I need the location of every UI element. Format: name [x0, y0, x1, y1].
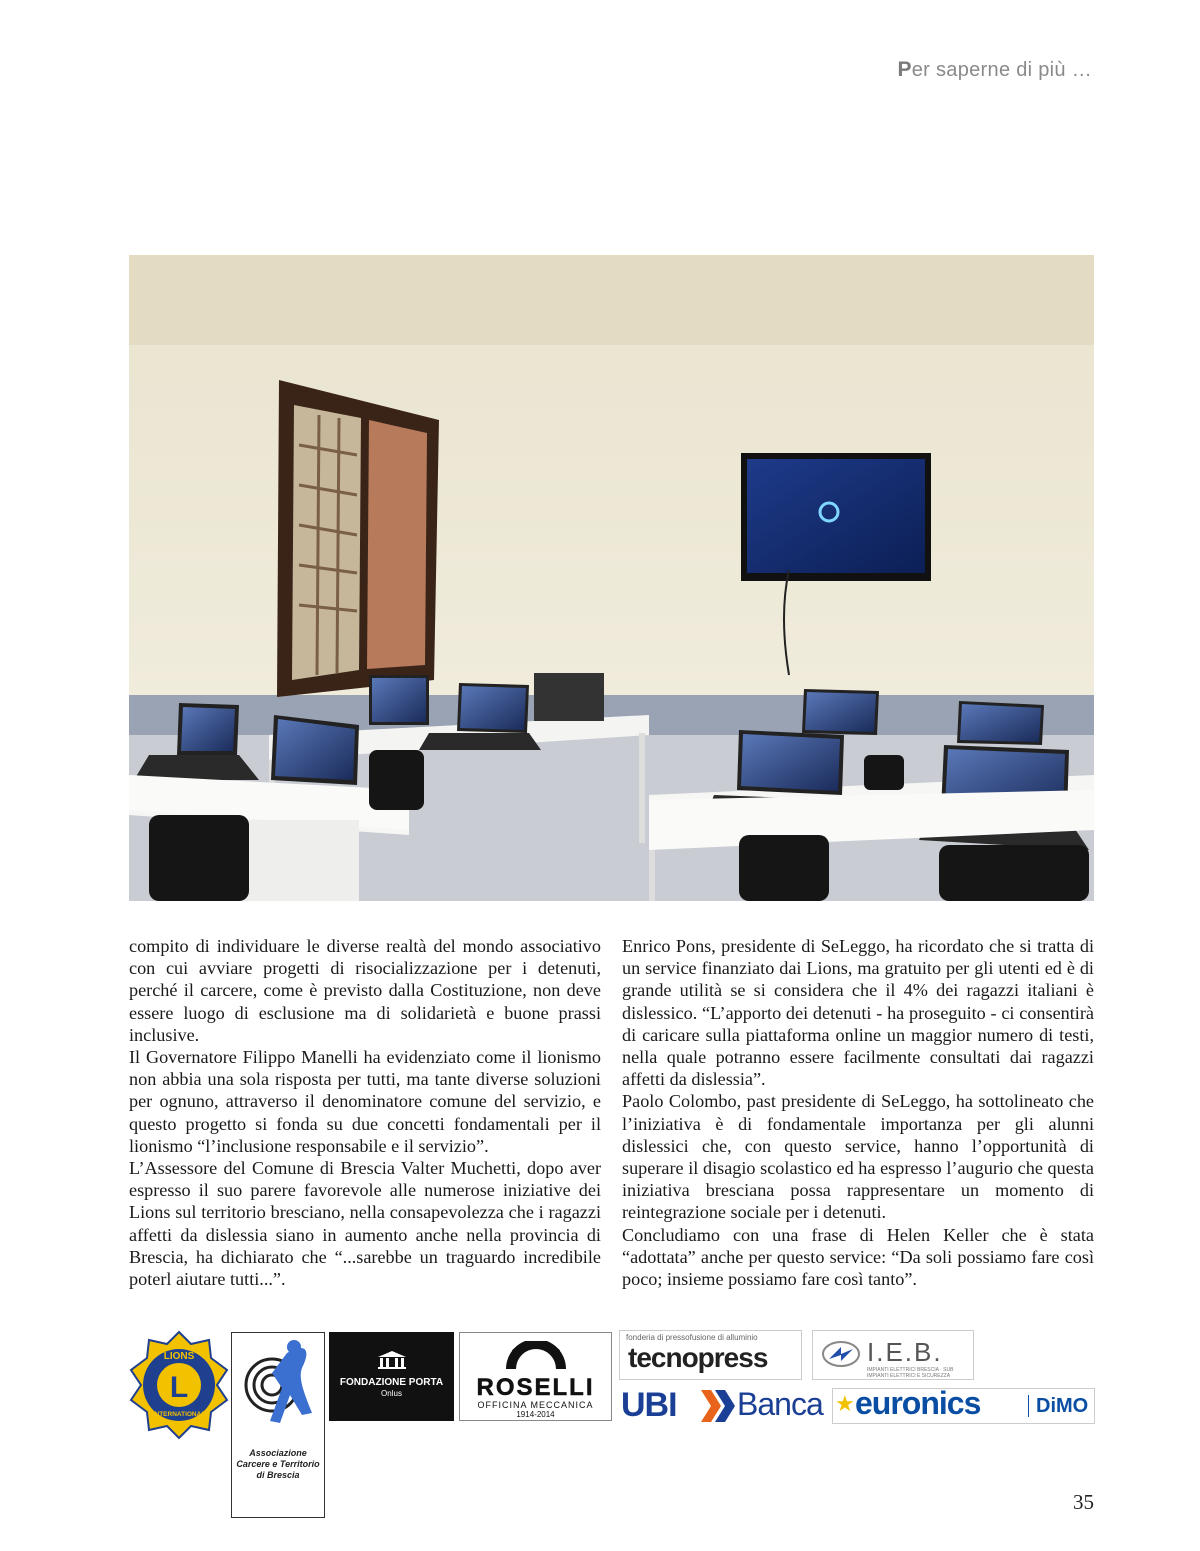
roselli-name: ROSELLI	[476, 1374, 595, 1401]
sponsor-logos	[129, 1330, 1095, 1520]
computer-classroom-photo	[129, 255, 1094, 901]
running-head	[897, 58, 1092, 82]
window	[277, 380, 439, 697]
fondazione-line2: Onlus	[381, 1389, 402, 1398]
ieb-sub1: IMPIANTI ELETTRICI BRESCIA	[867, 1367, 939, 1373]
lightning-icon	[821, 1339, 861, 1369]
carcere-line2: Carcere e Territorio	[236, 1459, 320, 1469]
page-number: 35	[1073, 1490, 1094, 1514]
carcere-line3: di Brescia	[256, 1470, 300, 1480]
fondazione-porta-logo	[329, 1332, 454, 1421]
paragraph: Concludiamo con una frase di Helen Keller che è stata “adottata” anche per questo service: “Da soli possiamo fare così poco; insieme possiamo fare così tanto”.	[622, 1224, 1094, 1290]
paragraph: Il Governatore Filippo Manelli ha evidenziato come il lionismo non abbia una sola risposta per tutti, ma tante diverse soluzioni per ognuno, attraverso il denominatore comune del servizio, e questo progetto si fonda su due concetti fondamentali per il lionismo “l’inclusione responsabile e il servizio”.	[129, 1047, 601, 1156]
roselli-sub: OFFICINA MECCANICA	[477, 1400, 594, 1410]
ieb-name: I.E.B.	[867, 1337, 943, 1367]
euronics-name: euronics	[855, 1388, 981, 1421]
gear-icon	[501, 1341, 571, 1371]
tecnopress-logo	[619, 1330, 802, 1380]
tecnopress-name: tecnopress	[628, 1342, 768, 1373]
euronics-logo	[832, 1388, 1095, 1424]
building-icon	[377, 1350, 407, 1370]
ieb-logo	[812, 1330, 974, 1380]
fondazione-line1: FONDAZIONE PORTA	[339, 1377, 444, 1388]
ubi-chevron-icon	[701, 1390, 735, 1422]
ubi-banca-name: Banca	[737, 1388, 823, 1422]
lions-top-text: LIONS	[163, 1351, 195, 1362]
paragraph: compito di individuare le diverse realtà del mondo associativo con cui avviare progetti di risocializzazione per i detenuti, perché il carcere, come è previsto dalla Costituzione, non deve essere luogo di esclusione ma di solidarietà e buone prassi inclusive.	[129, 936, 601, 1045]
article-left-column	[129, 935, 601, 1290]
running-head-text: er saperne di più …	[911, 59, 1092, 81]
ubi-name: UBI	[621, 1388, 677, 1424]
carcere-territorio-logo	[231, 1332, 325, 1518]
euronics-divider	[1028, 1395, 1029, 1417]
lions-logo	[129, 1330, 229, 1440]
ieb-sub2: SUB IMPIANTI ELETTRICI E SICUREZZA	[867, 1367, 954, 1379]
roselli-years: 1914-2014	[516, 1410, 555, 1419]
euronics-dealer: DiMO	[1036, 1395, 1089, 1417]
tecnopress-tagline: fonderia di pressofusione di alluminio	[626, 1333, 758, 1342]
article-right-column	[622, 935, 1094, 1290]
ceiling	[129, 255, 1094, 345]
paragraph: Enrico Pons, presidente di SeLeggo, ha ricordato che si tratta di un service finanziato dai Lions, ma gratuito per gli utenti ed è di grande utilità se si considera che il 4% dei ragazzi italiani è dislessico. “L’apporto dei detenuti - ha proseguito - ci consentirà di caricare sulla piattaforma online un maggior numero di testi, nella quale potranno essere facilmente consultati dai ragazzi affetti da dislessia”.	[622, 936, 1094, 1090]
running-head-initial: P	[897, 58, 912, 81]
star-icon: ★	[835, 1391, 855, 1416]
paragraph: Paolo Colombo, past presidente di SeLeggo, ha sottolineato che l’iniziativa è di fondamentale importanza per gli alunni dislessici che, con questo service, hanno l’opportunità di superare il disagio scolastico ed ha espresso l’augurio che questa iniziativa bresciana possa rappresentare un momento di reintegrazione sociale per i detenuti.	[622, 1091, 1094, 1223]
lions-bottom-text: INTERNATIONAL	[152, 1411, 206, 1418]
roselli-logo	[459, 1332, 612, 1421]
paragraph: L’Assessore del Comune di Brescia Valter Muchetti, dopo aver espresso il suo parere favorevole alle numerose iniziative dei Lions sul territorio bresciano, nella consapevolezza che i ragazzi affetti da dislessia siano in aumento anche nella provincia di Brescia, ha dichiarato che “...sarebbe un traguardo incredibile poterl aiutare tutti...”.	[129, 1158, 601, 1290]
classroom-illustration	[129, 255, 1094, 901]
lions-letter: L	[169, 1371, 189, 1404]
ieb-sub: IMPIANTI ELETTRICI BRESCIA · SUB IMPIANTI ELETTRICI E SICUREZZA	[867, 1367, 954, 1379]
carcere-line1: Associazione	[249, 1448, 307, 1458]
ubi-banca-logo	[619, 1388, 831, 1424]
